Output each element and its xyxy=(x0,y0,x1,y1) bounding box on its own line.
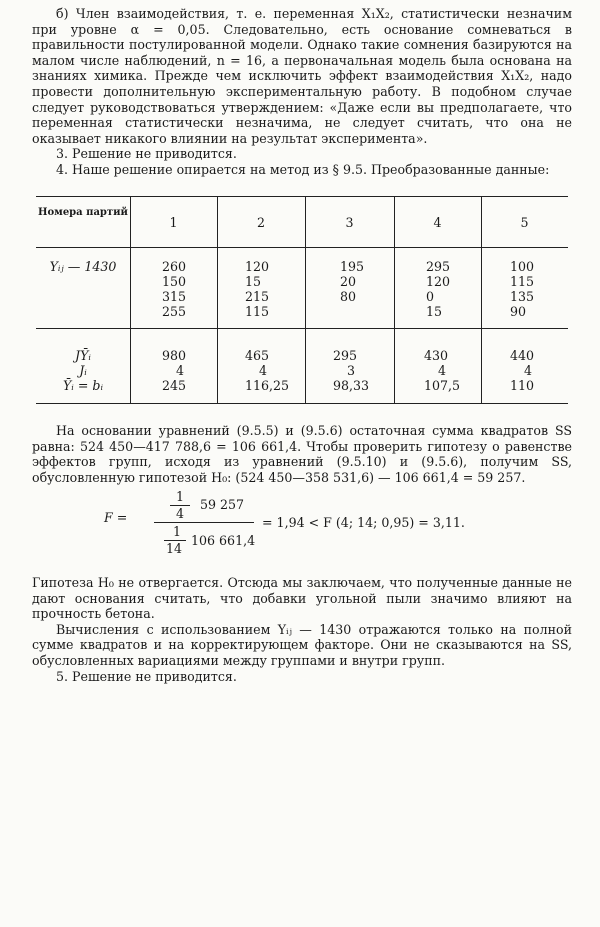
table-cell: 4 xyxy=(524,363,533,378)
paragraph-calculation: Вычисления с использованием Yᵢⱼ — 1430 отражаются только на полной сумме квадратов и на корректирующем факторе. Они не сказываются на SS, обусловленных вариациями между группами и внутри групп. xyxy=(32,621,572,668)
table-cell: 3 xyxy=(347,363,356,378)
table-cell: 195 xyxy=(340,259,365,274)
table-cell: 107,5 xyxy=(424,378,461,393)
row-label-mean: Ȳᵢ = bᵢ xyxy=(62,378,103,393)
block1-column-1 xyxy=(162,259,186,319)
conclusion-block xyxy=(32,575,572,684)
table-cell: 255 xyxy=(162,304,187,319)
block2-column-4 xyxy=(424,348,460,393)
row-label-count: Jᵢ xyxy=(79,363,87,378)
data-table xyxy=(36,196,568,404)
block2-column-3 xyxy=(333,348,369,393)
table-cell: 315 xyxy=(162,289,187,304)
item-3: 3. Решение не приводится. xyxy=(56,146,237,162)
table-cell: 98,33 xyxy=(333,378,370,393)
table-cell: 120 xyxy=(245,259,270,274)
column-divider xyxy=(481,197,482,403)
row-label-sum: JȲᵢ xyxy=(75,348,91,363)
main-fraction-bar xyxy=(154,522,254,523)
table-cell: 430 xyxy=(424,348,449,363)
table-cell: 465 xyxy=(245,348,270,363)
table-cell: 0 xyxy=(426,289,435,304)
item-4: 4. Наше решение опирается на метод из § 9.5. Преобразованные данные: xyxy=(56,161,550,177)
table-cell: 980 xyxy=(162,348,187,363)
formula-rhs: = 1,94 < F (4; 14; 0,95) = 3,11. xyxy=(262,515,465,530)
formula-den-frac-den: 14 xyxy=(166,541,183,556)
table-cell: 115 xyxy=(245,304,270,319)
column-header-4: 4 xyxy=(433,215,442,230)
formula-num-frac-num: 1 xyxy=(176,489,185,504)
table-cell: 15 xyxy=(245,274,262,289)
block2-column-1 xyxy=(162,348,186,393)
column-divider xyxy=(305,197,306,403)
row-label-y: Yᵢⱼ — 1430 xyxy=(49,259,117,274)
block1-column-4 xyxy=(426,259,450,319)
column-header-1: 1 xyxy=(169,215,178,230)
header-label: Номера партий xyxy=(38,207,128,218)
table-cell: 80 xyxy=(340,289,357,304)
column-header-2: 2 xyxy=(256,215,265,230)
column-divider xyxy=(394,197,395,403)
paragraph-hypothesis: Гипотеза H₀ не отвергается. Отсюда мы заключаем, что полученные данные не дают основания считать, что добавки угольной пыли значимо влияют на прочность бетона. xyxy=(32,575,572,622)
table-cell: 90 xyxy=(510,304,527,319)
paragraph-b xyxy=(32,6,572,178)
paragraph-b-text: б) Член взаимодействия, т. е. переменная X₁X₂, статистически незначим при уровне α = 0,05. Следовательно, есть основание сомневаться в правильности постулированной модели. Однако такие сомнения базируются на малом числе наблюдений, n = 16, а первоначальная модель была основана на знаниях химика. Прежде чем исключить эффект взаимодействия X₁X₂, надо провести дополнительную экспериментальную работу. В подобном случае следует руководствоваться утверждением: «Даже если вы предполагаете, что переменная статистически незначима, не следует считать, что она не оказывает никакого влиянии на результат эксперимента». xyxy=(32,6,572,146)
table-cell: 295 xyxy=(333,348,358,363)
table-cell: 116,25 xyxy=(245,378,290,393)
block1-column-3 xyxy=(340,259,364,304)
table-cell: 245 xyxy=(162,378,187,393)
formula-lhs: F = xyxy=(104,510,128,525)
table-cell: 4 xyxy=(176,363,185,378)
block2-column-2 xyxy=(245,348,289,393)
table-header-row xyxy=(36,197,568,248)
item-5: 5. Решение не приводится. xyxy=(56,668,237,684)
table-cell: 4 xyxy=(438,363,447,378)
column-divider xyxy=(130,197,131,403)
column-header-5: 5 xyxy=(520,215,529,230)
table-cell: 115 xyxy=(510,274,535,289)
table-cell: 260 xyxy=(162,259,187,274)
table-cell: 120 xyxy=(426,274,451,289)
table-cell: 215 xyxy=(245,289,270,304)
paragraph-basis: На основании уравнений (9.5.5) и (9.5.6) остаточная сумма квадратов SS равна: 524 450—417 788,6 = 106 661,4. Чтобы проверить гипотезу о равенстве эффектов групп, исходя из уравнений (9.5.10) и (9.5.6), получим SS, обусловленную гипотезой H₀: (524 450—358 531,6) — 106 661,4 = 59 257. xyxy=(32,423,572,485)
formula-num-frac-den: 4 xyxy=(176,506,185,521)
block1-column-2 xyxy=(245,259,269,319)
formula-den-frac-num: 1 xyxy=(173,524,182,539)
table-cell: 440 xyxy=(510,348,535,363)
block2-labels xyxy=(36,348,130,393)
table-cell: 150 xyxy=(162,274,187,289)
table-divider xyxy=(36,328,568,329)
table-cell: 20 xyxy=(340,274,357,289)
table-cell: 110 xyxy=(510,378,535,393)
block1-column-5 xyxy=(510,259,534,319)
table-cell: 15 xyxy=(426,304,443,319)
table-cell: 295 xyxy=(426,259,451,274)
block2-column-5 xyxy=(510,348,534,393)
column-divider xyxy=(217,197,218,403)
formula-num-value: 59 257 xyxy=(200,497,245,512)
column-header-3: 3 xyxy=(345,215,354,230)
table-cell: 100 xyxy=(510,259,535,274)
table-cell: 4 xyxy=(259,363,268,378)
formula-den-value: 106 661,4 xyxy=(191,533,256,548)
table-cell: 135 xyxy=(510,289,535,304)
